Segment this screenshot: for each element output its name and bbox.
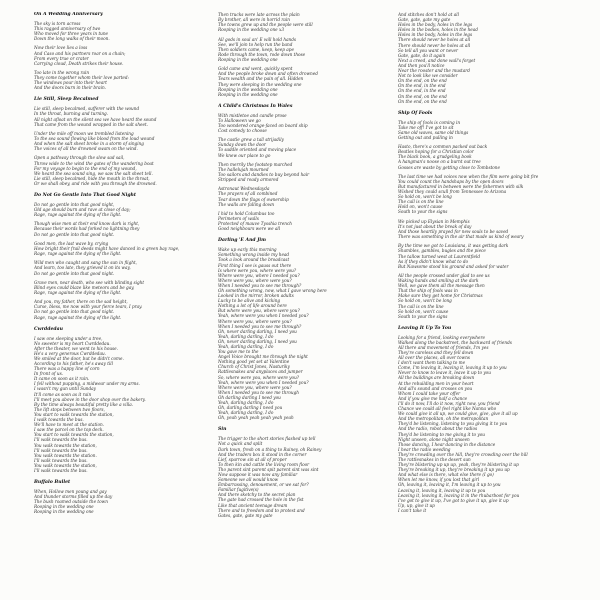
lyric-line: They're crowding over the hill, they're crowding over the hill (398, 451, 528, 457)
lyric-line: The gate had crossed the hole in the fist (218, 497, 304, 503)
lyric-line: Dark town, fresh on a thing to Rainey, oh Rainey (218, 446, 322, 452)
lyric-line: Chance we could all feel right like Nanna who (398, 406, 497, 412)
lyric-line: All the buildings are breaking down (398, 375, 475, 381)
lyric-line: As if they didn't know what to do (398, 258, 469, 264)
lyric-line: Rage, rage against the dying of the light. (34, 251, 122, 257)
lyric-line: Rage, rage against the dying of the light. (34, 289, 122, 295)
lyric-line: Tear down the flags of ownership (218, 196, 289, 202)
lyric-line: Lucky to be alive and kicking (218, 298, 281, 304)
lyric-line: And learn, too late, they grieved it on its way, (34, 265, 131, 271)
lyric-line: All night afloat on the silent sea we have heard the sound (34, 116, 157, 122)
lyric-line: Yeah, darling darling, I do (218, 410, 274, 416)
lyric-line: Gate, gate, gate my gate (398, 17, 451, 23)
lyric-line: And you, my father, there on the sad height, (34, 299, 128, 305)
lyric-line: Hold on, won't cause (398, 204, 443, 210)
lyric-line: So hold on, won't be long (398, 194, 452, 200)
lyric-line: So, where were you, where were you? (218, 374, 300, 380)
lyric-line: Wished they could scull from Tennessee to Arizona (398, 189, 507, 195)
song-block (398, 111, 570, 319)
lyric-line: Good neighbours were we all (218, 226, 281, 232)
lyric-line: We'll have to meet at the station. (34, 422, 105, 428)
lyric-line: By the time we got to Louisiana, it was getting dark (398, 243, 509, 249)
lyric-line: They're blistering up up up, yeah, they're blistering it up (398, 462, 519, 468)
lyric-line: Holes in the body, holes in the legs (398, 32, 473, 38)
lyric-line: To the sea sound flowing like blood from the loud wound (34, 135, 155, 141)
lyric-line: Rage, rage against the dying of the light. (34, 212, 122, 218)
lyric-line: And thunder storms filled up the day (34, 494, 113, 500)
song-title: Lie Still, Sleep Becalmed (34, 97, 99, 103)
lyric-line: Nothing a lot of life around here (218, 303, 287, 309)
lyric-line: When I needed you to see me through? (218, 282, 302, 288)
lyric-line: Up, up, give it up (398, 502, 435, 508)
lyric-line: Good men, the last wave by, crying (34, 240, 109, 246)
lyric-line: But manufactured in between were the fishermen with silk (398, 184, 524, 189)
lyric-line: Wake up early this morning (218, 247, 277, 253)
lyric-line: They come together whom their love parted: (34, 75, 129, 81)
lyric-line: I'll walk towards the bus. (34, 467, 88, 473)
lyric-line: Too wondered orange-faced on board ship (218, 122, 308, 128)
lyric-line: You gave me to the (218, 349, 259, 355)
lyric-line: Lie still, sleep becalmed, sufferer with the wound (34, 106, 140, 112)
lyric-line: This ragged anniversary of two (34, 26, 101, 31)
lyric-line: And the people broke down and often drowned (218, 71, 318, 77)
lyric-line: Looking for a friend, looking everywhere (398, 334, 485, 340)
lyric-line: You walk towards the station, (34, 462, 97, 468)
lyric-line: Looked in the mirror, broken adults (218, 293, 294, 299)
lyric-line: Curse, bless, me now with your fierce tears, I pray. (34, 304, 143, 310)
lyric-line: I'll do it now, I'll do it now, right now, you friend (398, 400, 500, 406)
lyric-line: Because their words had forked no lightning they (34, 226, 140, 232)
lyric-line: On the end, in the end (398, 83, 446, 89)
lyric-line: Same old waves, same old things (398, 129, 469, 135)
lyric-line: And then you'll notice (398, 62, 445, 68)
lyric-line: Oh, never darling darling, I need you (218, 338, 297, 344)
lyric-line: From every true or crater (34, 55, 89, 61)
lyric-line: They're careless and they fell down (398, 350, 474, 355)
lyric-line: Cost comedy to choose (218, 127, 267, 133)
lyric-line: Do not go gentle into that good night, (34, 201, 115, 207)
lyric-line: Too late in the wrong rain (34, 70, 90, 76)
lyric-line: Do not go gentle into that good night. (34, 231, 115, 237)
lyric-line: On the end, on the end (398, 98, 447, 104)
lyric-line: When, Hollow men young and gay (34, 488, 107, 494)
lyric-line: Whom I could take your offer (398, 390, 461, 396)
lyric-line: And the traders box it stood in the corner (218, 451, 307, 457)
lyric-line: Yeah, darling darling, I do (218, 400, 274, 406)
lyric-line: You could count the handshaps by the open doors (398, 178, 504, 184)
lyric-line: I can't take it (398, 507, 427, 513)
lyric-line: The bush roamed outside the town (34, 499, 108, 505)
lyric-line: Rooping in the wedding one (218, 56, 278, 62)
lyric-line: On the end, on the end (398, 78, 447, 84)
lyric-line: And those heartily prayed for new souls to be saved (398, 228, 509, 234)
lyric-line: But where were you, where were you? (218, 308, 300, 314)
lyric-line: Is where were you, where were you? (218, 267, 297, 273)
lyric-line: They'd be listening, listening to you giving it to you (398, 421, 508, 427)
song-title: Buffalo Bullet (34, 480, 71, 486)
lyric-line: I saw the parcel on the top deck. (34, 427, 104, 433)
lyric-line: Where were you, where were you? (218, 277, 292, 283)
lyric-line: It'll come as soon as it rain (34, 391, 92, 397)
lyric-line: Tears wealth and the pain of all. Hidden (218, 76, 304, 82)
lyric-line: Lief, sparrow sin at all of proper (218, 456, 287, 462)
lyric-line: Then merrily the footstep marched (218, 161, 293, 167)
lyric-line: The rattlesnakes in the desert sun (398, 456, 471, 462)
lyric-line: There was something in the air that made us kind of weary (398, 234, 524, 240)
lyric-line: Never to know to leave it, leave it up to you (398, 370, 491, 376)
lyric-line: We heard the sea sound sing, we saw the salt sheet tell. (34, 170, 153, 176)
lyric-line: By brother, all were in horrid rain (218, 17, 290, 23)
lyric-line: By the time always beautiful pretty like a villa. (34, 401, 134, 407)
lyric-line: I'll walk towards the bus. (34, 447, 88, 453)
lyric-line: All the people crossed under glad to see us (398, 272, 490, 278)
lyric-line: In front of us. (34, 371, 64, 377)
lyric-line: And what else is there, what else there (I go) (398, 472, 494, 478)
lyric-line: I've got to give it up, I've got to give it up, give it up (398, 497, 509, 503)
lyric-line: Old age should burn and rave at close of day; (34, 207, 131, 212)
lyric-line: South to your the signs (398, 209, 448, 215)
lyric-line: Blind eyes could blaze like meteors and be gay, (34, 284, 135, 290)
lyric-line: They'd be listening to me giving it to you (398, 431, 485, 437)
lyric-line: The black book, a grudgeling book (398, 154, 472, 160)
lyric-line: I saw one sleeping under a tree, (34, 335, 103, 341)
lyric-line: Near the rooster and the mustard (398, 68, 470, 74)
lyric-line: We picked up Elysian in Memphis (398, 218, 470, 224)
lyric-line: Well, we gave them all the message then (398, 283, 485, 289)
lyric-line: Grave men, near death, who see with blinding sight (34, 279, 145, 285)
lyric-line: Now suppose it was now any familiar (218, 471, 298, 477)
lyric-line: Rage, rage against the dying of the light. (34, 314, 122, 320)
lyric-line: The walls are falling down (218, 201, 275, 207)
lyric-line: Rooping in the wedding one (218, 86, 278, 92)
lyric-line: Tho parent sint parent spit parent sint was sint (218, 466, 319, 472)
lyric-line: Carrying cloud, Death strikes their house. (34, 60, 124, 66)
song-block (34, 193, 199, 320)
lyric-line: Like that ancient teenage dream (218, 502, 288, 508)
lyric-line: Yeah, darling darling, I do (218, 333, 274, 339)
lyrics-column-left (34, 12, 199, 594)
lyric-line: Took a look around the broadcast (218, 257, 290, 263)
lyric-line: I'll walk towards the bus. (34, 457, 88, 463)
lyric-line: Where were you, where were you? (218, 318, 292, 324)
lyric-line: Rooping in the wedding one (34, 504, 94, 510)
song-block (218, 238, 383, 420)
lyric-line: Those dancing, I hear dancing in the distance (398, 441, 496, 447)
lyric-line: It came on soon as it rain. (34, 376, 90, 382)
lyric-line: For my voyage to begin to the end of my wound, (34, 165, 137, 171)
lyric-line: The tallow turned west at Laurentfield (398, 253, 481, 259)
lyric-line: Holes in the bodies, holes in the head (398, 27, 478, 33)
lyric-line: The towns grew up and the people were still (218, 22, 313, 28)
lyric-line: Something wrong inside my head (218, 252, 290, 258)
lyric-line: Gate, gate, do it again (398, 52, 446, 58)
lyric-line: Not to look like we consider (398, 73, 458, 79)
lyric-line: Under the mile off moon we trembled listening (34, 130, 134, 136)
lyric-line: Night unseen, alone night unseen (398, 436, 470, 442)
lyric-line: You start to walk towards the station, (34, 432, 114, 438)
lyric-line: Oh, darling darling I need you (218, 405, 283, 411)
lyric-line: Yeah, where were you when I needed you? (218, 313, 309, 319)
lyric-line: You walk towards the station, (34, 442, 97, 448)
lyric-line: Beatles hoping for a Christian color (398, 149, 474, 155)
lyric-line: Familiar fugitive(s) (218, 487, 259, 493)
song-title: Sin (218, 427, 227, 433)
lyric-line: You start to walk towards the station, (34, 411, 114, 417)
lyric-line: All there and movement of friends, I'm yes (398, 344, 489, 350)
lyric-line: I wasn't my gun until Sunday (34, 386, 97, 392)
lyric-line: When I needed you to see me through? (218, 323, 302, 329)
lyric-line: All over the places, all over towns (398, 355, 470, 361)
lyric-line: Oh darling darling I need you (218, 394, 281, 400)
lyric-line: Where were you, where I needed you? (218, 272, 300, 278)
lyric-line: I fell without pupping, a midwear under my arms. (34, 381, 140, 387)
lyric-line: Who moved for three years in tune (34, 31, 109, 37)
lyric-line: Rooping in the wedding one x3 (218, 27, 285, 33)
lyric-line: Walked along the backstreet, the backward of friends (398, 339, 512, 345)
lyric-line: Holes in the body, holes in the legs (398, 22, 473, 28)
lyric-line: Stripped and ready armored (218, 177, 279, 183)
lyric-line: Leaving it, leaving it, leaving it in the rhubarboot for you (398, 492, 520, 498)
lyric-line: But Nawsome stood his ground and asked for water (398, 263, 509, 269)
lyric-line: With mistletoe and candle prose (218, 112, 287, 118)
lyric-line: Nothing good yet set at Valentine (218, 359, 290, 365)
lyric-line: Yeah, where were you when I needed you? (218, 379, 309, 385)
lyric-line: The sky is torn across (34, 20, 81, 26)
lyric-line: Then trucks were late across the plain (218, 12, 300, 17)
lyric-line: So hold on, won't be long (398, 298, 452, 304)
lyric-line: And if you give me half a chance (398, 395, 468, 401)
lyric-line: See, we'll join to help run the band (218, 41, 293, 47)
lyric-line: According to his father, he's away till (34, 361, 113, 366)
lyric-line: We could give it all up, we could give, give, give it all up (398, 411, 518, 417)
lyric-line: Yeah, darling darling, I do (218, 344, 274, 349)
lyric-line: Next a creed, and done wall's forget (398, 57, 476, 63)
lyric-line: There should never be holes at all (398, 37, 471, 43)
lyrics-column-middle (218, 12, 383, 594)
lyrics-column-right (398, 12, 570, 594)
lyric-line: The windows pour into their heart (34, 80, 107, 86)
lyric-line: They're breaking it up, they're breaking it up you up (398, 467, 510, 473)
lyric-line: And all's sound and crosses on you (398, 385, 473, 391)
lyric-line: On the end, on the end (398, 93, 447, 99)
lyric-line: And there sketchy to the secret plan (218, 492, 296, 498)
lyric-line: The lift stops between two floors, (34, 406, 105, 412)
lyric-line: So hold on, won't cause (398, 308, 449, 314)
lyric-line: Embarrassing, denouement, or we sat for? (218, 482, 309, 488)
lyric-line: The ship of fools is coming in (398, 119, 461, 125)
lyric-line: Throw wide to the wind the gates of the wandering boat (34, 160, 154, 166)
song-title: A Child's Christmas In Wales (218, 103, 293, 109)
lyric-line: After the theater, we went to his house. (34, 345, 118, 351)
lyric-line: That came from the wound wrapped in the salt sheet. (34, 121, 149, 127)
song-block (218, 427, 383, 517)
lyric-line: I hid to hold Columbus too (218, 210, 275, 216)
lyric-line: Down the long walks of their moon. (34, 36, 110, 42)
lyric-line: And the metropolitan, oh the metropolitan (398, 416, 489, 422)
lyric-line: And the radio, robot about the radios (398, 426, 478, 432)
lyric-line: There should never be holes at all (398, 42, 471, 48)
lyric-line: I walk towards the bus. (34, 417, 84, 423)
lyric-line: Sunday down the door (218, 142, 266, 148)
lyric-line: Gates, gate, gate my gate (218, 512, 273, 518)
lyric-line: Oh something wrong, now, what I gave wrong here (218, 287, 327, 293)
lyric-line: Hasto, there's a common packed out back (398, 144, 488, 150)
lyric-line: All gods in soul an' E will hold hands (218, 36, 297, 42)
lyric-line: To Halloween we go (218, 117, 261, 123)
lyric-line: The call is on the line (398, 199, 444, 205)
lyric-line: Though wise men at their end know dark is right, (34, 221, 140, 227)
lyric-line: A hangman's noose on a burnt out tree (398, 159, 481, 165)
lyric-line: We smiled at the door, but he didn't come. (34, 355, 124, 361)
song-title: Do Not Go Gentle Into That Good Night (34, 193, 137, 198)
lyric-line: Perimeters of walls (218, 216, 259, 222)
lyric-line: I hear the radio weeding (398, 446, 451, 452)
lyric-line: Protected of mauve Tysshia trench (218, 221, 292, 227)
lyric-line: It's not just about the break of day (398, 223, 472, 229)
song-block (398, 326, 570, 513)
song-title: Leaving It Up To You (398, 325, 452, 331)
lyric-line: Oh, never darling darling, I need you (218, 328, 297, 334)
lyric-line: How bright their frail deeds might have danced in a green bay rage, (34, 245, 180, 251)
song-title: Darling 'E And Jim (218, 238, 267, 244)
lyric-line: The trigger to the short stories flashed up tell (218, 436, 316, 442)
lyric-line: Waking hands and smiling at the dark (398, 278, 479, 284)
lyric-line: South to your the signs (398, 313, 448, 319)
lyric-line: Getting out and pulling in (398, 134, 453, 140)
lyric-line: I don't want them talking to me (398, 360, 466, 366)
song-title: Ship Of Fools (398, 110, 433, 116)
song-block (34, 480, 199, 514)
lyric-line: The castle grew a tall strijadily (218, 137, 284, 143)
lyric-line: On the end, in the end (398, 88, 446, 94)
lyric-line: Leaving it, leaving it, leaving it up to you (398, 487, 486, 493)
lyric-line: Rattlesnakes and anyplaces and jumper (218, 369, 303, 375)
lyric-line: Open a pathway through the slow sad sail, (34, 155, 125, 161)
lyric-line: The voices of all the drowned swam on the wind. (34, 146, 138, 152)
lyric-line: The last time we had voices now when the film were going bit fire (398, 173, 539, 179)
lyric-line: First thing I see is gauss out there (218, 262, 292, 268)
lyric-line: And stitches don't hold at all (398, 12, 459, 17)
lyric-line: No sweeter is my heart Cwrddedau. (34, 340, 111, 346)
lyric-line: Rooping in the wedding one (34, 509, 94, 515)
lyric-line: Too sailors and dandies to buy beyond hair (218, 172, 310, 177)
lyric-line: There and to freedom and to protest and (218, 507, 305, 513)
lyric-line: The hallelujah mourned (218, 166, 269, 172)
lyric-line: He's a very generous Cwrddedau. (34, 350, 106, 356)
lyric-line: Or we shall obey, and ride with you through the drowned. (34, 180, 157, 186)
lyric-line: To then kin and cattle the living room floor (218, 461, 310, 467)
lyric-line: We knew our place to go (218, 152, 271, 158)
lyric-line: That the ship of fools was in (398, 288, 458, 294)
lyric-line: They were sleeping in the wedding one (218, 81, 302, 87)
lyric-line: I'll walk towards the bus. (34, 437, 88, 443)
lyric-line: Where were you, where were you? (218, 384, 292, 390)
lyric-line: Astronaut Wednesdayda (218, 186, 270, 192)
lyric-line: Gold came and went, quickly spent (218, 66, 293, 72)
lyric-line: Someone we all would know (218, 477, 279, 483)
song-block (34, 97, 199, 186)
song-block (34, 12, 199, 90)
lyric-line: Oh, yeah yeah yeah yeah yeah yeah (218, 415, 294, 421)
lyric-line: Make sure they get home for Christmas (398, 293, 483, 299)
lyric-line: The call is on the line (398, 303, 444, 309)
lyric-line: Lie still, sleep becalmed, hide the mouth in the throat, (34, 175, 150, 181)
song-title: On A Wedding Anniversary (34, 12, 103, 17)
lyric-line: The prayers of all combined (218, 191, 278, 197)
lyric-line: To saddle oriented and moving place (218, 147, 297, 153)
lyric-line: In the throat, burning and turning. (34, 111, 109, 117)
lyric-line: Shambles, gambles, bugles and the piece (398, 248, 486, 254)
lyric-line: When I needed you to see me through (218, 389, 299, 395)
lyric-line: So tell all you want or never (398, 47, 458, 53)
lyric-line: Wild men who caught and sang the sun in flight, (34, 260, 137, 266)
lyric-line: Church of Christ Jones, Nasturiky (218, 364, 290, 370)
lyric-line: When let me know, if you lost that girl (398, 477, 480, 483)
lyric-line: Angel Voice brought me through the night (218, 354, 308, 360)
lyric-line: You walk towards the station. (34, 452, 97, 458)
song-block (218, 12, 383, 97)
song-block (398, 12, 570, 104)
song-block (34, 327, 199, 473)
lyric-line: Not a quick and split (218, 441, 263, 447)
lyric-line: Oh, leaving it, leaving it, I'm leaving it up to you (398, 482, 501, 488)
lyric-line: At the rebuilding men in your heart (398, 380, 474, 386)
lyric-line: I'll meet you above in the door shop over the bakery. (34, 396, 146, 402)
lyric-line: Come, I'm leaving it, leaving it, leaving it up to you (398, 365, 507, 371)
lyric-line: Rode through the town, rode down those (218, 51, 306, 57)
lyric-line: And Caso and his partners roar on a chain; (34, 50, 126, 56)
lyric-line: Now their love lies a loss (34, 45, 88, 51)
lyric-line: Then soldiers came, keep, keep ape (218, 46, 294, 52)
song-title: Cwrddedau (34, 326, 63, 332)
lyric-line: Gosses are waste by getting close to Tombstone (398, 164, 500, 170)
lyric-line: And when the salt sheet broke in a storm of singing (34, 141, 144, 147)
song-block (218, 104, 383, 232)
lyric-line: There was a happy line of corn (34, 366, 100, 372)
lyric-line: Take me off! I've got to sit (398, 124, 454, 130)
lyric-line: And the doors burn in their brain. (34, 85, 106, 91)
lyric-line: Do not go gentle into that good night. (34, 309, 115, 315)
lyric-line: Rooping in the wedding one (218, 91, 278, 97)
lyric-line: Do not go gentle into that good night. (34, 270, 115, 276)
